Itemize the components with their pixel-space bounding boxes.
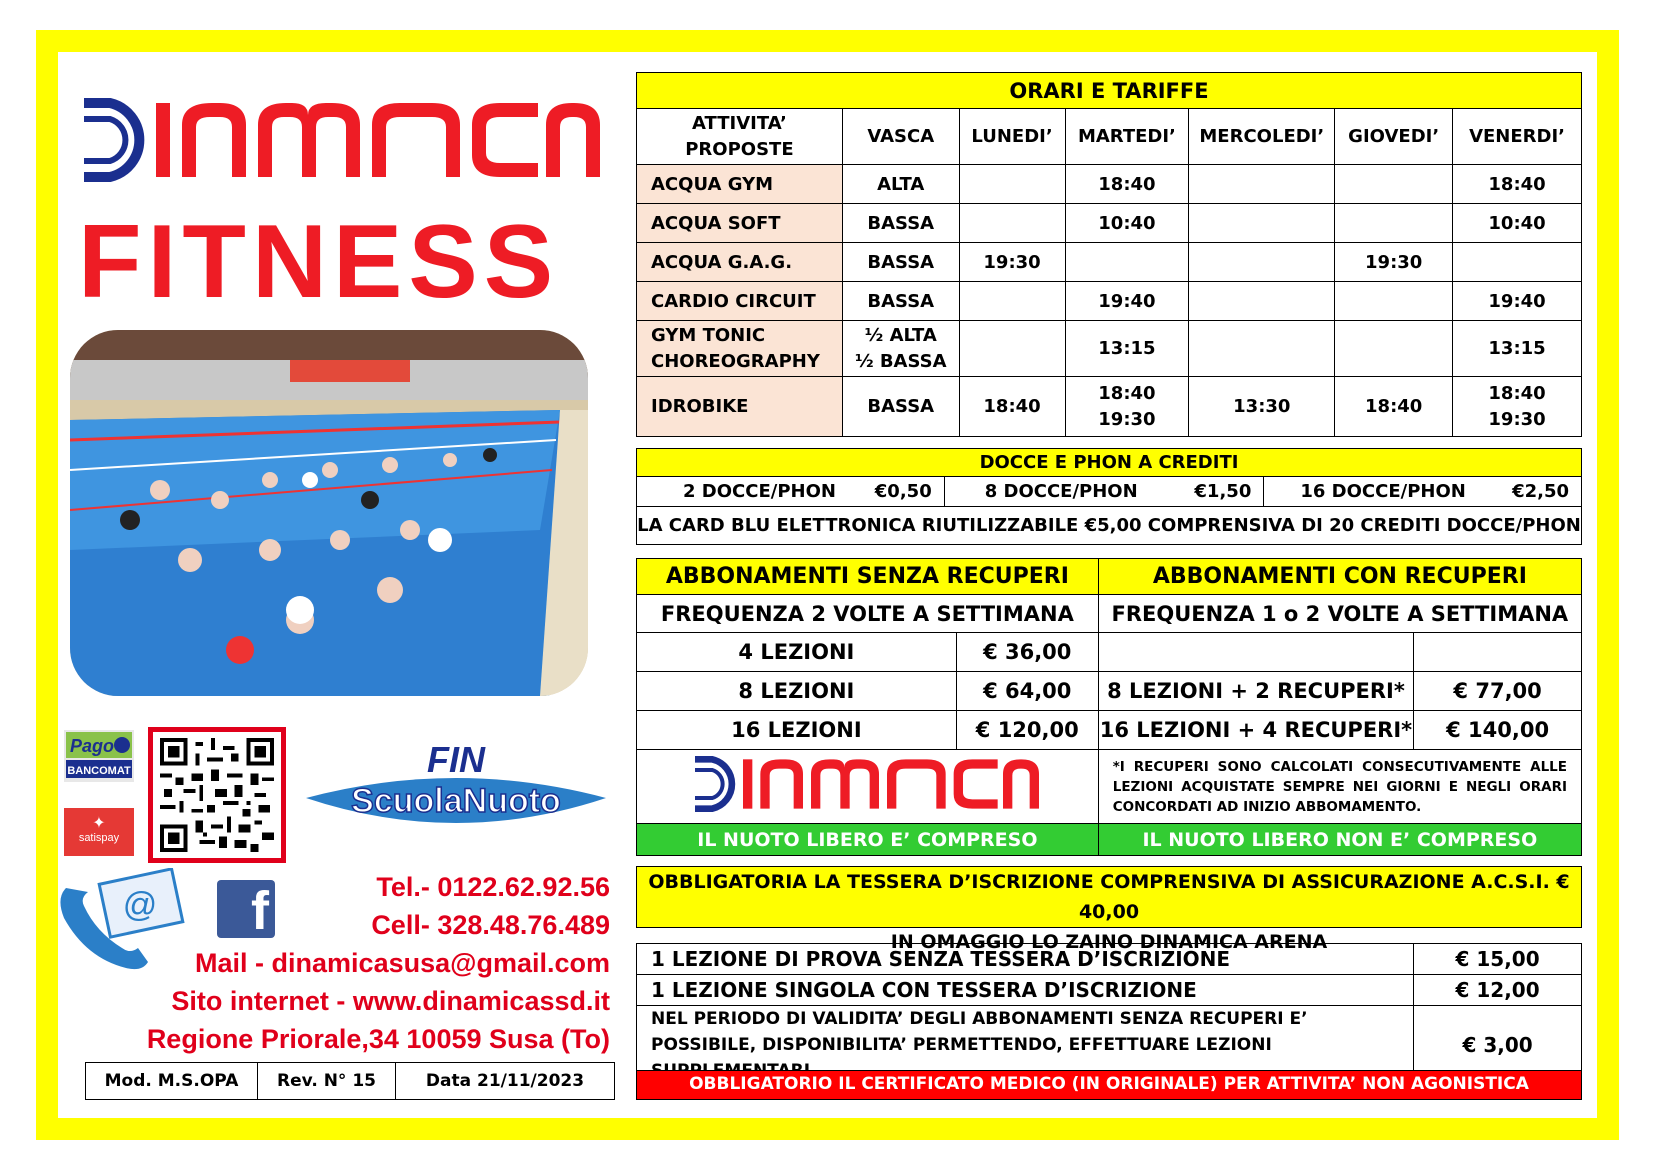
svg-text:ScuolaNuoto: ScuolaNuoto <box>351 782 561 820</box>
svg-text:FEDERALE: FEDERALE <box>412 825 500 842</box>
svg-text:@: @ <box>122 886 158 924</box>
lesson-price: € 15,00 <box>1414 944 1582 975</box>
subs-price: € 36,00 <box>956 633 1098 672</box>
mail-text[interactable]: Mail - dinamicasusa@gmail.com <box>195 948 610 978</box>
subs-price: € 64,00 <box>956 672 1098 711</box>
subs-price <box>1414 633 1582 672</box>
lesson-label: NEL PERIODO DI VALIDITA’ DEGLI ABBONAMENTI SENZA RECUPERI E’ POSSIBILE, DISPONIBILITA’ PERMETTENDO, EFFETTUARE LEZIONI <box>637 1006 1414 1085</box>
address-text: Regione Priorale,34 10059 Susa (To) <box>146 1024 610 1054</box>
schedule-row <box>637 204 1582 243</box>
shower-price: €0,50 <box>836 477 944 507</box>
svg-text:FIN: FIN <box>427 739 485 780</box>
pool-photo <box>70 330 588 696</box>
schedule-row <box>637 377 1582 437</box>
fin-scuolanuoto-logo <box>296 738 616 858</box>
time-cell <box>1335 321 1453 377</box>
schedule-row <box>637 165 1582 204</box>
pool-depth: BASSA <box>842 243 959 282</box>
phone-text[interactable]: Tel.- 0122.62.92.56 <box>376 872 610 902</box>
activity-name: ACQUA G.A.G. <box>637 243 843 282</box>
activity-name: IDROBIKE <box>637 377 843 437</box>
subs-no-recovery-title: ABBONAMENTI SENZA RECUPERI <box>637 559 1099 595</box>
time-cell <box>1189 243 1335 282</box>
qr-pattern <box>159 738 275 852</box>
pool-depth: BASSA <box>842 377 959 437</box>
time-cell: 18:40 19:30 <box>1453 377 1582 437</box>
dinamica-logo-small-cell <box>637 750 1099 824</box>
shower-price: €1,50 <box>1144 477 1264 507</box>
revision-date: Data 21/11/2023 <box>425 1071 585 1091</box>
membership-text: OBBLIGATORIA LA TESSERA D’ISCRIZIONE COMPRENSIVA DI ASSICURAZIONE A.C.S.I. € 40,00 <box>648 871 1570 923</box>
lesson-price: € 3,00 <box>1414 1006 1582 1085</box>
recovery-note: *I RECUPERI SONO CALCOLATI CONSECUTIVAMENTE ALLE LEZIONI ACQUISTATE SEMPRE NEI GIORNI E NEGLI ORARI CONCORDATI AD INIZIO ABBOMAMENTO. <box>1098 750 1581 824</box>
cell-text[interactable]: Cell- 328.48.76.489 <box>371 910 610 940</box>
subs-row <box>637 672 1582 711</box>
schedule-title: ORARI E TARIFFE <box>637 73 1582 109</box>
schedule-row <box>637 321 1582 377</box>
header-martedi: MARTEDI’ <box>1065 109 1189 165</box>
shower-label: 2 DOCCE/PHON <box>637 477 837 507</box>
time-cell <box>959 165 1065 204</box>
schedule-header-row <box>637 109 1582 165</box>
facebook-icon[interactable]: f <box>217 880 275 938</box>
card-info: LA CARD BLU ELETTRONICA RIUTILIZZABILE €5,00 COMPRENSIVA DI 20 CREDITI DOCCE/PHON <box>637 507 1582 545</box>
lesson-label: 1 LEZIONE DI PROVA SENZA TESSERA D’ISCRIZIONE <box>637 944 1414 975</box>
mandatory-membership-box <box>636 866 1582 953</box>
activity-name: GYM TONIC CHOREOGRAPHY <box>637 321 843 377</box>
time-cell: 18:40 <box>959 377 1065 437</box>
website-text[interactable]: Sito internet - www.dinamicassd.it <box>171 986 610 1016</box>
time-cell <box>1335 282 1453 321</box>
schedule-row <box>637 243 1582 282</box>
gift-text: IN OMAGGIO LO ZAINO DINAMICA ARENA <box>890 931 1328 953</box>
time-cell: 18:40 19:30 <box>1065 377 1189 437</box>
satispay-logo: ✦ satispay <box>64 808 134 856</box>
activity-name: CARDIO CIRCUIT <box>637 282 843 321</box>
subs-row <box>637 633 1582 672</box>
time-cell: 13:30 <box>1189 377 1335 437</box>
document-meta <box>85 1062 615 1100</box>
lesson-row <box>637 975 1582 1006</box>
subs-label: 4 LEZIONI <box>637 633 957 672</box>
lesson-price: € 12,00 <box>1414 975 1582 1006</box>
dinamica-logo <box>82 95 602 185</box>
time-cell <box>1189 165 1335 204</box>
dinamica-logo-small <box>687 754 1047 814</box>
time-cell: 10:40 <box>1453 204 1582 243</box>
subs-no-recovery-frequency: FREQUENZA 2 VOLTE A SETTIMANA <box>637 595 1099 633</box>
contacts-block <box>147 868 610 1058</box>
free-swim-included: IL NUOTO LIBERO E’ COMPRESO <box>637 824 1099 856</box>
time-cell: 13:15 <box>1453 321 1582 377</box>
time-cell <box>959 204 1065 243</box>
header-venerdi: VENERDI’ <box>1453 109 1582 165</box>
shower-label: 16 DOCCE/PHON <box>1264 477 1474 507</box>
time-cell <box>1189 282 1335 321</box>
header-giovedi: GIOVEDI’ <box>1335 109 1453 165</box>
subs-price: € 77,00 <box>1414 672 1582 711</box>
shower-prices-row <box>637 477 1582 507</box>
shower-price: €2,50 <box>1474 477 1582 507</box>
subs-price: € 120,00 <box>956 711 1098 750</box>
subscriptions-table <box>636 558 1582 856</box>
subs-label <box>1098 633 1413 672</box>
free-swim-not-included: IL NUOTO LIBERO NON E’ COMPRESO <box>1098 824 1581 856</box>
medical-certificate-banner: OBBLIGATORIO IL CERTIFICATO MEDICO (IN ORIGINALE) PER ATTIVITA’ NON AGONISTICA <box>636 1070 1582 1100</box>
fitness-heading: FITNESS <box>78 204 560 320</box>
svg-text:Pago: Pago <box>70 736 115 756</box>
time-cell <box>1189 321 1335 377</box>
header-attivita: ATTIVITA’ PROPOSTE <box>637 109 843 165</box>
subs-label: 16 LEZIONI <box>637 711 957 750</box>
subs-label: 8 LEZIONI + 2 RECUPERI* <box>1098 672 1413 711</box>
time-cell: 19:30 <box>1335 243 1453 282</box>
time-cell: 13:15 <box>1065 321 1189 377</box>
schedule-table <box>636 72 1582 437</box>
subs-recovery-title: ABBONAMENTI CON RECUPERI <box>1098 559 1581 595</box>
subs-row <box>637 711 1582 750</box>
subs-recovery-frequency: FREQUENZA 1 o 2 VOLTE A SETTIMANA <box>1098 595 1581 633</box>
pool-depth: ½ ALTA ½ BASSA <box>842 321 959 377</box>
time-cell <box>1453 243 1582 282</box>
activity-name: ACQUA SOFT <box>637 204 843 243</box>
time-cell: 10:40 <box>1065 204 1189 243</box>
qr-code[interactable] <box>148 727 286 863</box>
shower-title: DOCCE E PHON A CREDITI <box>637 449 1582 477</box>
shower-credits-table <box>636 448 1582 545</box>
time-cell: 18:40 <box>1335 377 1453 437</box>
time-cell <box>959 282 1065 321</box>
subs-label: 16 LEZIONI + 4 RECUPERI* <box>1098 711 1413 750</box>
time-cell: 18:40 <box>1453 165 1582 204</box>
single-lessons-table <box>636 943 1582 1085</box>
time-cell <box>1189 204 1335 243</box>
subs-price: € 140,00 <box>1414 711 1582 750</box>
pool-depth: BASSA <box>842 282 959 321</box>
pagobancomat-logo <box>64 730 134 782</box>
header-mercoledi: MERCOLEDI’ <box>1189 109 1335 165</box>
schedule-row <box>637 282 1582 321</box>
revision: Rev. N° 15 <box>258 1063 396 1099</box>
time-cell: 19:40 <box>1065 282 1189 321</box>
lesson-label: 1 LEZIONE SINGOLA CON TESSERA D’ISCRIZIONE <box>637 975 1414 1006</box>
time-cell: 19:30 <box>959 243 1065 282</box>
header-vasca: VASCA <box>842 109 959 165</box>
subs-label: 8 LEZIONI <box>637 672 957 711</box>
time-cell <box>1335 165 1453 204</box>
svg-text:BANCOMAT: BANCOMAT <box>67 765 131 777</box>
time-cell <box>1065 243 1189 282</box>
activity-name: ACQUA GYM <box>637 165 843 204</box>
pool-depth: ALTA <box>842 165 959 204</box>
time-cell: 19:40 <box>1453 282 1582 321</box>
time-cell <box>1335 204 1453 243</box>
lesson-row <box>637 944 1582 975</box>
time-cell <box>959 321 1065 377</box>
mod-code: Mod. M.S.OPA <box>86 1063 258 1099</box>
time-cell: 18:40 <box>1065 165 1189 204</box>
header-lunedi: LUNEDI’ <box>959 109 1065 165</box>
pool-depth: BASSA <box>842 204 959 243</box>
shower-label: 8 DOCCE/PHON <box>944 477 1144 507</box>
